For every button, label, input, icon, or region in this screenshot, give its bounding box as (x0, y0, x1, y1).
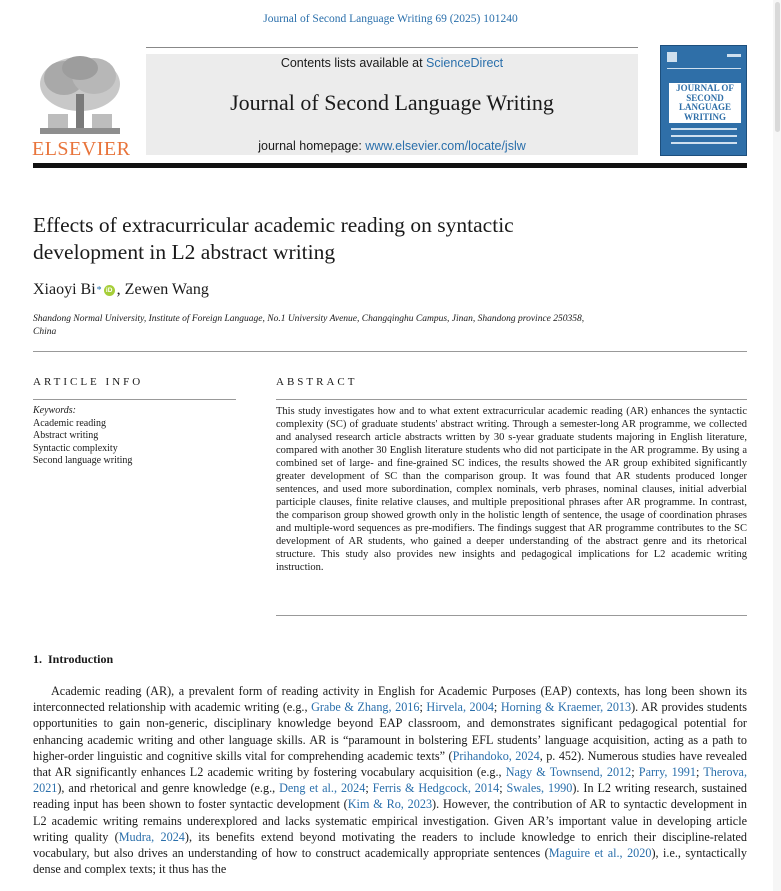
corresponding-author-mark[interactable]: * (96, 284, 102, 296)
elsevier-tree-icon (34, 54, 126, 136)
journal-cover-thumbnail[interactable] (660, 45, 747, 156)
paragraph-text: , p. 452). Numerous studies have revealed that AR significantly enhances L2 academic writing by fostering vocabulary acquisition (e.g., (33, 748, 747, 780)
article-info-rule (33, 399, 236, 400)
cover-logo-icon (667, 52, 741, 76)
section-divider (33, 351, 747, 352)
section-title: Introduction (48, 652, 114, 666)
contents-line (146, 56, 638, 70)
author-list (33, 281, 209, 299)
homepage-line (146, 139, 638, 153)
journal-title: Journal of Second Language Writing (230, 90, 554, 115)
citation-link[interactable]: Therova, 2021 (33, 765, 747, 796)
paragraph-text: ; (419, 700, 427, 715)
header-thick-rule (33, 163, 747, 168)
journal-homepage-link[interactable]: www.elsevier.com/locate/jslw (365, 139, 526, 153)
title-line: development in L2 abstract writing (33, 240, 336, 264)
abstract-rule (276, 399, 747, 400)
paragraph-text: ; (631, 765, 639, 780)
citation-link[interactable]: Hirvela, 2004 (426, 700, 494, 715)
abstract-bottom-rule (276, 615, 747, 616)
article-info-heading: ARTICLE INFO (33, 376, 144, 388)
title-line: Effects of extracurricular academic reading on syntactic (33, 213, 514, 237)
contents-prefix: Contents lists available at (280, 56, 427, 70)
cover-decoration (671, 128, 737, 149)
elsevier-logo[interactable] (32, 54, 130, 161)
journal-citation-link[interactable]: Journal of Second Language Writing 69 (2025) 101240 (263, 13, 518, 25)
section-heading-introduction (33, 652, 113, 667)
author-affiliation (33, 313, 633, 339)
author-name[interactable]: Xiaoyi Bi (33, 281, 96, 298)
citation-link[interactable]: Kim & Ro, 2023 (347, 797, 433, 812)
orcid-icon[interactable]: iD (104, 285, 115, 296)
sciencedirect-link[interactable]: ScienceDirect (426, 56, 504, 70)
journal-masthead (146, 54, 638, 155)
paragraph-text: Academic reading (AR), a prevalent form of reading activity in English for Academic Purposes (EAP) contexts, has long been shown its interconnected relationship with academic writing (e.g., (33, 684, 747, 715)
citation-link[interactable]: Grabe & Zhang, 2016 (311, 700, 420, 715)
citation-link[interactable]: Deng et al., 2024 (279, 781, 366, 796)
cover-title-line: WRITING (683, 111, 726, 122)
paragraph-text: ), its benefits extend beyond motivating the readers to include knowledge to enrich their discipline-related vocabulary, but also drives an understanding of how to construct academically appropriate sentences ( (33, 829, 747, 861)
abstract-body: This study investigates how and to what extent extracurricular academic reading (AR) enhances the syntactic complexity (SC) of graduate students' abstract writing. Through a semester-long AR programme, we collected and analysed research article abstracts written by 30 s-year graduate students majoring in English literature, compared with another 30 English literature students who did not participate in the AR programme. By using a combined set of large- and fine-grained SC indices, the results showed the AR group exhibited significantly greater development of SC than the comparison group. It was found that AR students produced longer sentences, and used more subordination, complex nominals, verb phrases, nominal clauses, initial adverbial participle clauses, finite relative clauses, and multiple prepositional phrases after AR programme. In contrast, the comparison group showed growth only in the holistic length of sentence, the usage of coordination phrases and multiple-word sequences as pre-modifiers. The findings suggest that AR programme contributes to the SC development of AR students, who gained a deeper understanding of the abstract genre and its rhetorical structure. This study also provides new insights and pedagogical implications for L2 academic writing instruction. (276, 406, 747, 573)
paragraph-text: ; (499, 781, 507, 796)
citation-link[interactable]: Swales, 1990 (506, 781, 573, 796)
citation-link[interactable]: Nagy & Townsend, 2012 (505, 765, 632, 780)
cover-title-line: LANGUAGE (678, 102, 731, 112)
paragraph-text: ; (493, 700, 501, 715)
paragraph-text: ). However, the contribution of AR to syntactic development in L2 academic writing remains underexplored and lacks systematic empirical investigation. Given AR’s important value in developing article writing quality ( (33, 797, 747, 844)
keywords-heading: Keywords: (33, 405, 76, 416)
keyword-item: Abstract writing (33, 430, 99, 441)
introduction-paragraph (33, 683, 747, 877)
cover-title-line: SECOND (686, 92, 724, 103)
citation-link[interactable]: Maguire et al., 2020 (548, 846, 652, 861)
section-number: 1. (33, 652, 42, 666)
abstract-heading: ABSTRACT (276, 376, 358, 388)
affiliation-line: Shandong Normal University, Institute of Foreign Language, No.1 University Avenue, Changqinghu Campus, Jinan, Shandong province 250358, (33, 314, 585, 324)
paragraph-text: ), i.e., syntactically dense and complex texts; it thus has the (33, 846, 748, 877)
citation-link[interactable]: Ferris & Hedgcock, 2014 (372, 781, 500, 796)
author-name[interactable]: Zewen Wang (124, 281, 209, 298)
citation-link[interactable]: Mudra, 2024 (118, 829, 185, 844)
scrollbar-thumb[interactable] (775, 2, 780, 132)
cover-title-line: JOURNAL OF (676, 83, 734, 93)
paragraph-text: ; (696, 765, 704, 780)
citation-link[interactable]: Horning & Kraemer, 2013 (500, 700, 632, 715)
affiliation-line: China (33, 327, 57, 337)
header-rule (146, 47, 638, 48)
article-title (33, 212, 593, 266)
citation-link[interactable]: Parry, 1991 (638, 765, 696, 780)
author-separator: , (116, 281, 125, 298)
paragraph-text: ). AR provides students opportunities to gain non-generic, disciplinary knowledge beyond EAP classroom, and demonstrates significant pedagogical potential for enhancing academic writing and other language skills. AR is “paramount in bolstering EFL students’ language acquisition, acting as a path to higher-order linguistic and cognitive skills vital for comprehending academic texts” ( (33, 700, 747, 763)
paragraph-text: ). In L2 writing research, sustained reading input has been shown to foster syntactic development ( (33, 781, 748, 812)
citation-link[interactable]: Prihandoko, 2024 (452, 748, 540, 763)
page-scrollbar[interactable] (773, 0, 781, 891)
paragraph-text: ; (365, 781, 373, 796)
keyword-item: Academic reading (33, 417, 107, 429)
keyword-item: Second language writing (33, 455, 133, 466)
cover-title (669, 83, 741, 123)
keyword-item: Syntactic complexity (33, 442, 118, 454)
paragraph-text: ), and rhetorical and genre knowledge (e.g., (57, 781, 280, 796)
elsevier-wordmark: ELSEVIER (32, 138, 131, 160)
homepage-prefix: journal homepage: (258, 139, 366, 153)
keywords-list (33, 405, 132, 468)
